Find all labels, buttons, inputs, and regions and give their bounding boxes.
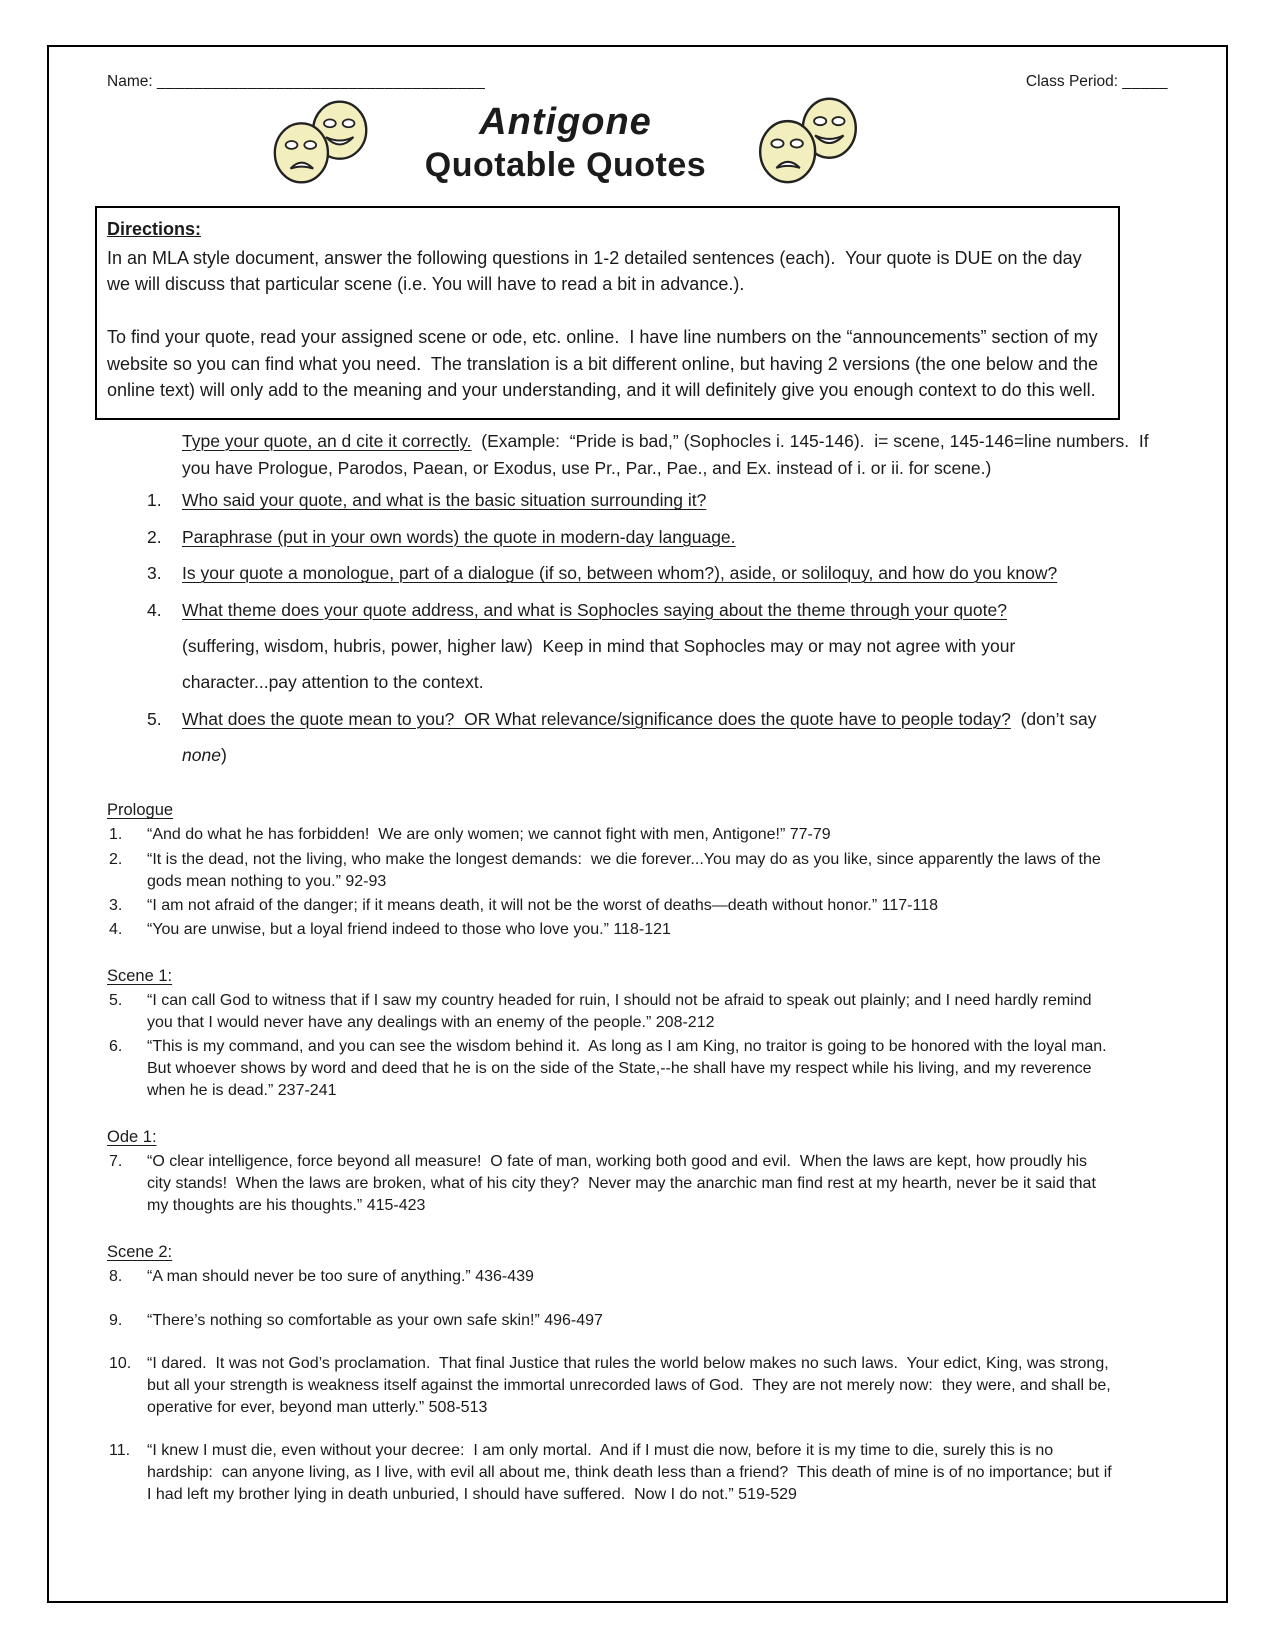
page-subtitle: Quotable Quotes [424, 145, 707, 184]
line-numbers: 508-513 [428, 1398, 488, 1416]
quote-item [107, 1036, 1116, 1102]
citation-instructions-underlined: Type your quote, an d cite it correctly. [182, 430, 472, 451]
question-number: 4. [147, 599, 162, 620]
quote-sections [107, 801, 1117, 1506]
quote-text: “You are unwise, but a loyal friend indeed to those who love you.” [147, 920, 609, 938]
section-heading: Ode 1: [107, 1128, 157, 1147]
questions-list [107, 428, 1168, 774]
quote-text: “I am not afraid of the danger; if it means death, it will not be the worst of deaths—death without honor.” [147, 896, 878, 914]
quote-number: 2. [109, 850, 123, 868]
section-scene-2 [107, 1243, 1117, 1506]
citation-instructions-rest: (Example: “Pride is bad,” (Sophocles i. 145-146). i= scene, 145-146=line numbers. If you have Prologue, Parodos, Paean, or Exodus, use Pr., Par., Pae., and Ex. instead of i. or ii. for scene.) [182, 430, 1154, 479]
quote-number: 4. [109, 920, 123, 938]
section-heading: Prologue [107, 801, 174, 820]
line-numbers: 208-212 [655, 1013, 715, 1031]
quote-number: 9. [109, 1311, 123, 1329]
section-heading: Scene 2: [107, 1243, 173, 1262]
quote-text: “A man should never be too sure of anything.” [147, 1268, 471, 1286]
page-border-frame [47, 45, 1228, 1603]
quote-item [107, 849, 1112, 893]
section-scene-1 [107, 966, 1116, 1102]
name-label: Name: [107, 73, 153, 90]
question-number: 2. [147, 526, 162, 547]
citation-instructions [182, 428, 1157, 483]
quote-item [107, 895, 1112, 917]
line-numbers: 496-497 [544, 1311, 603, 1329]
line-numbers: 118-121 [613, 920, 671, 938]
quote-item [107, 919, 1112, 941]
question-text: Is your quote a monologue, part of a dialogue (if so, between whom?), aside, or soliloquy, and how do you know? [182, 563, 1058, 584]
quote-item [107, 1353, 1116, 1419]
question-tail: ) [220, 745, 227, 766]
line-numbers: 117-118 [881, 896, 938, 914]
directions-paragraph-2: To find your quote, read your assigned scene or ode, etc. online. I have line numbers on the “announcements” section of my website so you can find what you need. The translation is a bit different online, but having 2 versions (the one below and the online text) will only add to the meaning and your understanding, and it will definitely give you enough context to do this well. [107, 326, 1103, 401]
quote-item [107, 1266, 1112, 1288]
quote-text: “I dared. It was not God’s proclamation. That final Justice that rules the world below makes no such laws. Your edict, King, was strong, but all your strength is weakness itself against the immortal unrecorded laws of God. They are not merely now: they were, and shall be, operative for ever, beyond man utterly.” [147, 1354, 1116, 1416]
question-tail-italic: none [182, 745, 221, 766]
quote-number: 10. [109, 1354, 132, 1372]
quote-number: 8. [109, 1268, 123, 1286]
line-numbers: 237-241 [277, 1082, 337, 1100]
question-number: 5. [147, 708, 162, 729]
quote-item [107, 990, 1112, 1034]
question-item-5 [107, 701, 1107, 774]
question-text: What does the quote mean to you? OR What relevance/significance does the quote have to people today? [182, 708, 1011, 729]
title-block [47, 95, 1098, 190]
comedy-tragedy-masks-icon [750, 95, 870, 190]
line-numbers: 77-79 [789, 826, 831, 844]
question-number: 3. [147, 563, 162, 584]
header [107, 73, 1168, 91]
question-item-4 [107, 592, 1107, 701]
quote-number: 11. [109, 1441, 131, 1459]
quote-number: 6. [109, 1038, 123, 1056]
line-numbers: 92-93 [345, 872, 387, 890]
line-numbers: 415-423 [366, 1197, 426, 1215]
question-text: Who said your quote, and what is the basic situation surrounding it? [182, 490, 707, 511]
class-period-label: Class Period: [1025, 73, 1119, 90]
quote-text: “I can call God to witness that if I saw my country headed for ruin, I should not be afraid to speak out plainly; and I need hardly remind you that I would never have any dealings with an enemy of the people.” [147, 991, 1096, 1031]
quote-item [107, 824, 1112, 846]
quote-number: 5. [109, 991, 123, 1009]
quote-number: 7. [109, 1153, 123, 1171]
quote-number: 3. [109, 896, 123, 914]
question-text: Paraphrase (put in your own words) the quote in modern-day language. [182, 526, 736, 547]
question-continuation: (suffering, wisdom, hubris, power, higher law) Keep in mind that Sophocles may or may not agree with your character...pay attention to the context. [182, 635, 1021, 693]
quote-text: “It is the dead, not the living, who make the longest demands: we die forever...You may do as you like, since apparently the laws of the gods mean nothing to you.” [147, 850, 1106, 890]
title-text [425, 101, 706, 185]
quote-number: 1. [109, 826, 123, 844]
directions-box [95, 206, 1120, 420]
class-period-blank-line: _____ [1122, 73, 1168, 90]
question-item-3 [107, 555, 1107, 591]
quote-text: “This is my command, and you can see the wisdom behind it. As long as I am King, no traitor is going to be honored with the loyal man. But whoever shows by word and deed that he is on the side of the State,--he shall have my respect while his living, and my reverence when he is dead.” [147, 1038, 1116, 1100]
directions-paragraph-1: In an MLA style document, answer the following questions in 1-2 detailed sentences (each). Your quote is DUE on the day we will discuss that particular scene (i.e. You will have to read a bit in advance.). [107, 247, 1087, 295]
section-ode-1 [107, 1128, 1112, 1217]
quote-item [107, 1151, 1112, 1217]
quote-item [107, 1440, 1117, 1506]
name-blank-line: ____________________________________ [156, 73, 486, 90]
class-period-field [1026, 73, 1168, 91]
question-item-1 [107, 482, 1107, 518]
line-numbers: 436-439 [475, 1268, 534, 1286]
quote-text: “And do what he has forbidden! We are only women; we cannot fight with men, Antigone!” [147, 826, 786, 844]
quote-text: “I knew I must die, even without your decree: I am only mortal. And if I must die now, before it is my time to die, surely this is no hardship: can anyone living, as I live, with evil all about me, think death less than a friend? This death of mine is of no importance; but if I had left my brother lying in death unburied, I should have suffered. Now I do not.” [147, 1441, 1117, 1504]
quote-text: “O clear intelligence, force beyond all measure! O fate of man, working both good and evil. When the laws are kept, how proudly his city stands! When the laws are broken, what of his city they? Never may the anarchic man find rest at my hearth, never be it said that my thoughts are his thoughts.” [147, 1153, 1101, 1215]
question-item-2 [107, 519, 1107, 555]
section-prologue [107, 801, 1112, 940]
question-text: What theme does your quote address, and what is Sophocles saying about the theme through your quote? [182, 599, 1007, 620]
line-numbers: 519-529 [738, 1486, 797, 1504]
quote-item [107, 1310, 1112, 1332]
page-title: Antigone [479, 100, 652, 143]
directions-heading: Directions: [107, 219, 202, 239]
quote-text: “There’s nothing so comfortable as your own safe skin!” [147, 1311, 540, 1329]
section-heading: Scene 1: [107, 966, 173, 985]
question-number: 1. [147, 490, 162, 511]
comedy-tragedy-masks-icon [265, 97, 381, 189]
question-tail: (don’t say [1010, 708, 1102, 729]
name-field [107, 73, 485, 91]
